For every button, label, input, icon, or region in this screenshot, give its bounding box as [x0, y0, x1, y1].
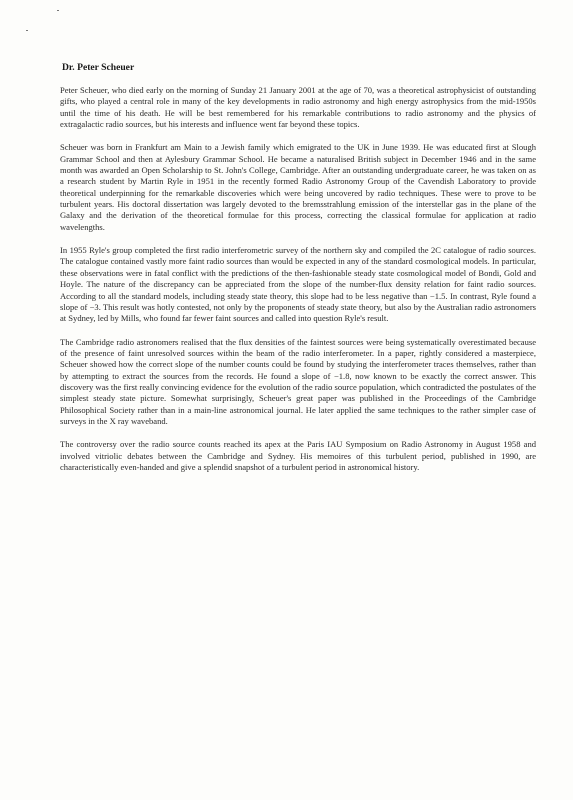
scan-speck: [26, 30, 28, 31]
page-title: Dr. Peter Scheuer: [62, 62, 135, 73]
paragraph-2c-catalogue: In 1955 Ryle's group completed the first radio interferometric survey of the northern sky and compiled the 2C catalogue of radio sources. The catalogue contained vastly more faint radio sources than would be expected in any of the standard cosmological models. In particular, these observations were in fatal conflict with the predictions of the then-fashionable steady state cosmological model of Bondi, Gold and Hoyle. The nature of the discrepancy can be appreciated from the slope of the number-flux density relation for faint radio sources. According to all the standard models, including steady state theory, this slope had to be less negative than −1.5. In contrast, Ryle found a slope of −3. This result was hotly contested, not only by the proponents of steady state theory, but also by the Australian radio astronomers at Sydney, led by Mills, who found far fewer faint sources and called into question Ryle's result.: [60, 245, 536, 324]
document-body: [60, 62, 536, 485]
paragraph-controversy: The controversy over the radio source counts reached its apex at the Paris IAU Symposium on Radio Astronomy in August 1958 and involved vitriolic debates between the Cambridge and Sydney. His memoires of this turbulent period, published in 1990, are characteristically even-handed and give a splendid snapshot of a turbulent period in astronomical history.: [60, 439, 536, 472]
paragraph-source-counts: The Cambridge radio astronomers realised that the flux densities of the faintest sources were being systematically overestimated because of the presence of faint unresolved sources within the beam of the radio interferometer. In a paper, rightly considered a masterpiece, Scheuer showed how the correct slope of the number counts could be found by studying the interferometer traces themselves, rather than by attempting to extract the sources from the records. He found a slope of −1.8, now known to be exactly the correct answer. This discovery was the first really convincing evidence for the evolution of the radio source population, which contradicted the postulates of the simplest steady state picture. Somewhat surprisingly, Scheuer's great paper was published in the Proceedings of the Cambridge Philosophical Society rather than in a main-line astronomical journal. He later applied the same techniques to the rather simpler case of surveys in the X ray waveband.: [60, 336, 536, 426]
paragraph-early-life: Scheuer was born in Frankfurt am Main to a Jewish family which emigrated to the UK in June 1939. He was educated first at Slough Grammar School and then at Aylesbury Grammar School. He became a naturalised British subject in December 1946 and in the same month was awarded an Open Scholarship to St. John's College, Cambridge. After an outstanding undergraduate career, he was taken on as a research student by Martin Ryle in 1951 in the recently formed Radio Astronomy Group of the Cavendish Laboratory to provide theoretical underpinning for the remarkable discoveries which were being uncovered by radio techniques. These were to prove to be turbulent years. His doctoral dissertation was largely devoted to the bremsstrahlung emission of the interstellar gas in the plane of the Galaxy and the derivation of the theoretical formulae for this process, correcting the classical formulae for application at radio wavelengths.: [60, 142, 536, 232]
scan-speck: [57, 10, 59, 11]
paragraph-intro: Peter Scheuer, who died early on the morning of Sunday 21 January 2001 at the age of 70, was a theoretical astrophysicist of outstanding gifts, who played a central role in many of the key developments in radio astronomy and high energy astrophysics from the mid-1950s until the time of his death. He will be best remembered for his remarkable contributions to radio astronomy and the physics of extragalactic radio sources, but his interests and influence went far beyond these topics.: [60, 85, 536, 130]
